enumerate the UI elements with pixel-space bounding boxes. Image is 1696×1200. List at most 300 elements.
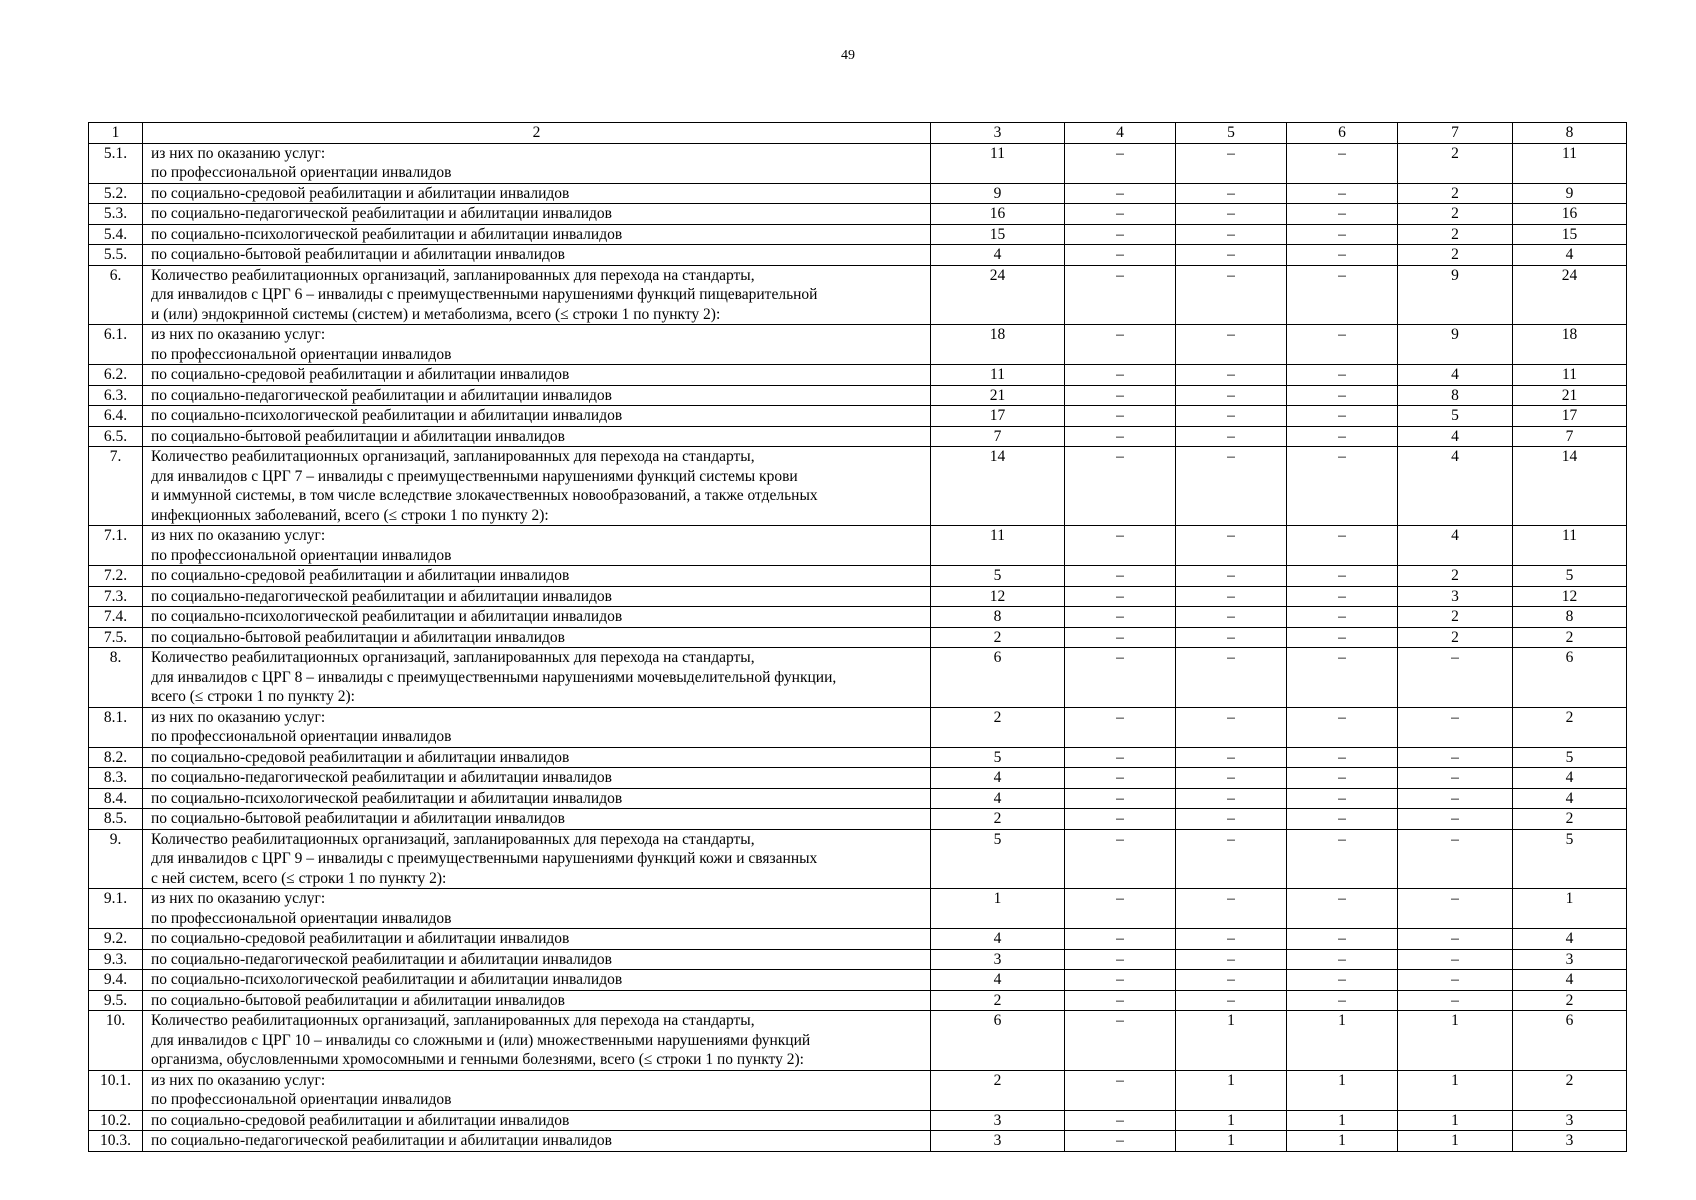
value-cell: – [1065,1011,1176,1071]
value-cell: 6 [1513,1011,1627,1071]
table-row [89,627,1627,648]
description-line: по профессиональной ориентации инвалидов [151,728,452,745]
row-number: 8.1. [89,707,143,747]
row-number: 8. [89,648,143,708]
table-row [89,747,1627,768]
description-line: Количество реабилитационных организаций, запланированных для перехода на стандарты, [151,266,755,284]
value-cell: – [1398,809,1513,830]
row-description [143,183,931,204]
column-header: 4 [1065,123,1176,144]
table-row [89,788,1627,809]
row-description [143,889,931,929]
value-cell: – [1176,829,1287,889]
row-description [143,426,931,447]
row-number: 5.2. [89,183,143,204]
value-cell: 2 [1398,627,1513,648]
value-cell: – [1287,949,1398,970]
value-cell: – [1065,526,1176,566]
value-cell: – [1398,889,1513,929]
value-cell: 7 [1513,426,1627,447]
value-cell: 4 [1513,768,1627,789]
value-cell: – [1065,265,1176,325]
table-row [89,829,1627,889]
value-cell: 6 [931,648,1065,708]
value-cell: – [1398,648,1513,708]
value-cell: 12 [931,586,1065,607]
description-line: по социально-бытовой реабилитации и абилитации инвалидов [151,427,565,445]
description-line: организма, обусловленными хромосомными и генными болезнями, всего (≤ строки 1 по пункту 2): [151,1051,804,1068]
value-cell: 11 [931,365,1065,386]
value-cell: – [1287,406,1398,427]
value-cell: – [1065,586,1176,607]
value-cell: 2 [1398,245,1513,266]
value-cell: – [1287,747,1398,768]
table-row [89,183,1627,204]
value-cell: – [1176,648,1287,708]
value-cell: – [1065,829,1176,889]
value-cell: 1 [1287,1110,1398,1131]
description-line: по социально-педагогической реабилитации и абилитации инвалидов [151,205,612,222]
value-cell: 16 [1513,204,1627,225]
value-cell: – [1065,143,1176,183]
row-description [143,627,931,648]
row-number: 6. [89,265,143,325]
table-row [89,365,1627,386]
row-number: 6.4. [89,406,143,427]
description-line: по социально-бытовой реабилитации и абилитации инвалидов [151,810,565,827]
value-cell: 4 [1513,245,1627,266]
page-number: 49 [841,48,855,63]
row-number: 5.1. [89,143,143,183]
row-number: 10.3. [89,1131,143,1152]
description-line: по социально-бытовой реабилитации и абилитации инвалидов [151,991,565,1009]
description-line: по социально-педагогической реабилитации и абилитации инвалидов [151,950,612,968]
table-row [89,265,1627,325]
value-cell: – [1176,365,1287,386]
value-cell: – [1065,426,1176,447]
value-cell: – [1176,788,1287,809]
value-cell: 2 [931,707,1065,747]
value-cell: 18 [931,325,1065,365]
value-cell: – [1287,929,1398,950]
column-header: 5 [1176,123,1287,144]
value-cell: 4 [931,768,1065,789]
value-cell: 21 [931,385,1065,406]
value-cell: 5 [1513,747,1627,768]
value-cell: – [1287,829,1398,889]
value-cell: 15 [1513,224,1627,245]
value-cell: 7 [931,426,1065,447]
table-row [89,224,1627,245]
row-description [143,406,931,427]
row-number: 6.1. [89,325,143,365]
value-cell: 1 [1176,1070,1287,1110]
description-line: для инвалидов с ЦРГ 9 – инвалиды с преимущественными нарушениями функций кожи и связанных [151,850,818,867]
value-cell: 4 [931,970,1065,991]
value-cell: – [1065,707,1176,747]
row-description [143,325,931,365]
table-row [89,607,1627,628]
value-cell: 14 [931,447,1065,526]
value-cell: – [1176,929,1287,950]
value-cell: 2 [931,990,1065,1011]
column-header: 3 [931,123,1065,144]
row-number: 5.5. [89,245,143,266]
description-line: по социально-психологической реабилитации и абилитации инвалидов [151,407,623,424]
value-cell: 2 [1513,707,1627,747]
value-cell: – [1176,204,1287,225]
description-line: по социально-педагогической реабилитации и абилитации инвалидов [151,769,612,786]
description-line: по социально-педагогической реабилитации и абилитации инвалидов [151,1132,612,1149]
value-cell: – [1176,265,1287,325]
table-row [89,447,1627,526]
value-cell: – [1398,829,1513,889]
row-number: 8.3. [89,768,143,789]
value-cell: – [1287,224,1398,245]
row-description [143,1070,931,1110]
value-cell: 4 [931,929,1065,950]
value-cell: 21 [1513,385,1627,406]
value-cell: 2 [1398,204,1513,225]
table-row [89,809,1627,830]
value-cell: 2 [931,1070,1065,1110]
table-row [89,526,1627,566]
value-cell: 3 [931,1110,1065,1131]
row-number: 5.4. [89,224,143,245]
value-cell: 11 [1513,526,1627,566]
row-description [143,990,931,1011]
value-cell: – [1287,586,1398,607]
value-cell: – [1065,1110,1176,1131]
value-cell: – [1176,143,1287,183]
row-description [143,1011,931,1071]
value-cell: – [1065,406,1176,427]
value-cell: 1 [931,889,1065,929]
value-cell: 24 [1513,265,1627,325]
value-cell: 1 [1398,1070,1513,1110]
value-cell: – [1176,607,1287,628]
value-cell: 4 [931,245,1065,266]
value-cell: – [1287,566,1398,587]
row-description [143,707,931,747]
description-line: из них по оказанию услуг: [151,326,326,343]
value-cell: – [1287,648,1398,708]
column-header: 1 [89,123,143,144]
row-description [143,970,931,991]
value-cell: 5 [1513,566,1627,587]
value-cell: – [1287,365,1398,386]
data-table [88,122,1627,1152]
row-number: 9. [89,829,143,889]
table-row [89,949,1627,970]
row-description [143,648,931,708]
table-row [89,245,1627,266]
value-cell: 2 [1513,809,1627,830]
value-cell: 4 [1398,526,1513,566]
value-cell: 4 [1398,365,1513,386]
value-cell: 9 [931,183,1065,204]
description-line: из них по оказанию услуг: [151,144,326,162]
row-number: 7.4. [89,607,143,628]
value-cell: 15 [931,224,1065,245]
value-cell: 3 [1398,586,1513,607]
table-row [89,1131,1627,1152]
value-cell: 1 [1287,1011,1398,1071]
value-cell: 4 [1513,929,1627,950]
value-cell: – [1065,1070,1176,1110]
row-description [143,385,931,406]
description-line: по социально-средовой реабилитации и абилитации инвалидов [151,366,570,383]
value-cell: – [1176,747,1287,768]
row-description [143,1131,931,1152]
description-line: и иммунной системы, в том числе вследствие злокачественных новообразований, а также отдельных [151,487,818,504]
table-row [89,707,1627,747]
value-cell: – [1065,990,1176,1011]
value-cell: – [1065,204,1176,225]
row-description [143,586,931,607]
value-cell: 3 [1513,1131,1627,1152]
value-cell: 1 [1287,1131,1398,1152]
value-cell: – [1065,224,1176,245]
value-cell: – [1287,385,1398,406]
value-cell: 1 [1287,1070,1398,1110]
value-cell: 11 [1513,143,1627,183]
value-cell: 4 [1398,426,1513,447]
value-cell: – [1287,627,1398,648]
value-cell: – [1065,325,1176,365]
table-row [89,768,1627,789]
row-description [143,929,931,950]
row-description [143,747,931,768]
row-description [143,566,931,587]
table-row [89,970,1627,991]
value-cell: – [1176,385,1287,406]
value-cell: – [1287,426,1398,447]
value-cell: 1 [1513,889,1627,929]
table-row [89,406,1627,427]
description-line: из них по оказанию услуг: [151,708,326,726]
value-cell: – [1065,607,1176,628]
value-cell: – [1287,768,1398,789]
value-cell: – [1065,627,1176,648]
value-cell: 6 [1513,648,1627,708]
description-line: для инвалидов с ЦРГ 7 – инвалиды с преимущественными нарушениями функций системы крови [151,467,798,485]
value-cell: 1 [1398,1131,1513,1152]
value-cell: – [1398,788,1513,809]
table-row [89,929,1627,950]
value-cell: 5 [931,566,1065,587]
column-header: 8 [1513,123,1627,144]
row-description [143,1110,931,1131]
description-line: и (или) эндокринной системы (систем) и метаболизма, всего (≤ строки 1 по пункту 2): [151,305,721,323]
row-description [143,447,931,526]
value-cell: – [1398,949,1513,970]
description-line: по профессиональной ориентации инвалидов [151,909,452,927]
value-cell: 2 [1513,990,1627,1011]
value-cell: – [1176,990,1287,1011]
row-number: 8.2. [89,747,143,768]
value-cell: – [1287,970,1398,991]
description-line: по профессиональной ориентации инвалидов [151,546,452,564]
value-cell: 2 [1398,143,1513,183]
value-cell: – [1065,566,1176,587]
value-cell: 2 [1513,1070,1627,1110]
value-cell: 8 [1398,385,1513,406]
table-row [89,204,1627,225]
table-row [89,385,1627,406]
row-description [143,768,931,789]
row-description [143,365,931,386]
value-cell: – [1287,183,1398,204]
value-cell: 11 [931,526,1065,566]
row-number: 10.2. [89,1110,143,1131]
value-cell: – [1065,788,1176,809]
description-line: из них по оказанию услуг: [151,890,326,907]
value-cell: – [1176,586,1287,607]
table-header-row [89,123,1627,144]
value-cell: – [1398,768,1513,789]
description-line: с ней систем, всего (≤ строки 1 по пункту 2): [151,869,447,887]
description-line: для инвалидов с ЦРГ 8 – инвалиды с преимущественными нарушениями мочевыделительной функции, [151,668,837,686]
description-line: всего (≤ строки 1 по пункту 2): [151,688,355,705]
table-row [89,1070,1627,1110]
row-number: 7. [89,447,143,526]
description-line: по социально-психологической реабилитации и абилитации инвалидов [151,608,623,625]
value-cell: 1 [1176,1110,1287,1131]
value-cell: 1 [1176,1131,1287,1152]
value-cell: – [1176,183,1287,204]
row-number: 6.2. [89,365,143,386]
value-cell: – [1176,768,1287,789]
value-cell: 5 [1398,406,1513,427]
value-cell: – [1176,245,1287,266]
value-cell: 4 [1513,788,1627,809]
value-cell: – [1176,526,1287,566]
value-cell: – [1287,245,1398,266]
value-cell: – [1176,447,1287,526]
value-cell: 8 [1513,607,1627,628]
value-cell: 24 [931,265,1065,325]
row-number: 10. [89,1011,143,1071]
description-line: по социально-средовой реабилитации и абилитации инвалидов [151,1111,570,1129]
row-description [143,829,931,889]
value-cell: 4 [931,788,1065,809]
row-description [143,949,931,970]
value-cell: – [1065,809,1176,830]
value-cell: 9 [1513,183,1627,204]
description-line: Количество реабилитационных организаций, запланированных для перехода на стандарты, [151,649,755,666]
row-description [143,607,931,628]
value-cell: – [1065,365,1176,386]
value-cell: 9 [1398,325,1513,365]
value-cell: – [1176,406,1287,427]
value-cell: – [1398,747,1513,768]
value-cell: 2 [1398,607,1513,628]
value-cell: 14 [1513,447,1627,526]
row-number: 10.1. [89,1070,143,1110]
value-cell: 1 [1398,1011,1513,1071]
table-row [89,325,1627,365]
row-number: 5.3. [89,204,143,225]
value-cell: – [1398,929,1513,950]
value-cell: – [1287,788,1398,809]
value-cell: 18 [1513,325,1627,365]
row-description [143,265,931,325]
value-cell: 2 [931,627,1065,648]
table-row [89,426,1627,447]
row-number: 9.3. [89,949,143,970]
value-cell: – [1287,447,1398,526]
value-cell: – [1287,143,1398,183]
value-cell: 2 [1398,183,1513,204]
value-cell: 17 [931,406,1065,427]
column-header: 6 [1287,123,1398,144]
row-description [143,245,931,266]
description-line: по социально-психологической реабилитации и абилитации инвалидов [151,225,623,243]
value-cell: – [1065,245,1176,266]
value-cell: 2 [1398,224,1513,245]
description-line: по социально-бытовой реабилитации и абилитации инвалидов [151,628,565,646]
value-cell: 5 [931,829,1065,889]
description-line: по профессиональной ориентации инвалидов [151,1091,452,1108]
description-line: Количество реабилитационных организаций, запланированных для перехода на стандарты, [151,448,755,465]
value-cell: – [1065,929,1176,950]
value-cell: – [1287,889,1398,929]
value-cell: – [1287,265,1398,325]
table-row [89,586,1627,607]
value-cell: – [1287,325,1398,365]
table-body [89,123,1627,1152]
value-cell: – [1176,566,1287,587]
column-header: 7 [1398,123,1513,144]
description-line: по социально-средовой реабилитации и абилитации инвалидов [151,184,570,202]
value-cell: 3 [1513,949,1627,970]
value-cell: 2 [1398,566,1513,587]
description-line: из них по оказанию услуг: [151,1071,326,1089]
table-row [89,889,1627,929]
description-line: по социально-бытовой реабилитации и абилитации инвалидов [151,246,565,263]
row-number: 9.4. [89,970,143,991]
value-cell: 2 [931,809,1065,830]
value-cell: – [1398,707,1513,747]
value-cell: – [1065,970,1176,991]
description-line: по профессиональной ориентации инвалидов [151,164,452,181]
value-cell: – [1176,949,1287,970]
description-line: по социально-психологической реабилитации и абилитации инвалидов [151,971,623,988]
description-line: для инвалидов с ЦРГ 6 – инвалиды с преимущественными нарушениями функций пищеварительной [151,286,818,303]
value-cell: 5 [1513,829,1627,889]
value-cell: 8 [931,607,1065,628]
row-description [143,809,931,830]
value-cell: – [1176,627,1287,648]
value-cell: 17 [1513,406,1627,427]
description-line: по социально-средовой реабилитации и абилитации инвалидов [151,567,570,584]
description-line: инфекционных заболеваний, всего (≤ строки 1 по пункту 2): [151,506,549,524]
value-cell: – [1176,426,1287,447]
table-row [89,1011,1627,1071]
value-cell: – [1176,325,1287,365]
value-cell: – [1287,990,1398,1011]
row-number: 8.4. [89,788,143,809]
value-cell: – [1287,809,1398,830]
row-number: 7.1. [89,526,143,566]
description-line: по социально-средовой реабилитации и абилитации инвалидов [151,930,570,947]
value-cell: 11 [1513,365,1627,386]
value-cell: – [1287,204,1398,225]
value-cell: 12 [1513,586,1627,607]
value-cell: 3 [931,1131,1065,1152]
description-line: для инвалидов с ЦРГ 10 – инвалиды со сложными и (или) множественными нарушениями функций [151,1031,811,1049]
